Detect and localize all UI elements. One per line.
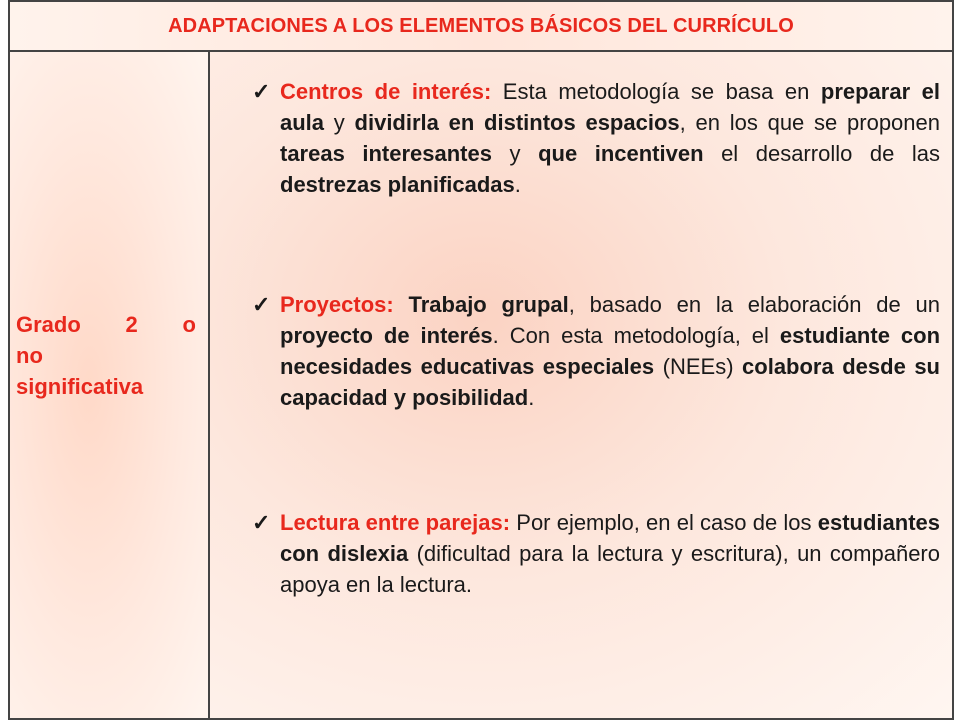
- header-title: ADAPTACIONES A LOS ELEMENTOS BÁSICOS DEL CURRÍCULO: [168, 14, 794, 37]
- item-text: .: [528, 385, 535, 410]
- item-text: .: [514, 172, 521, 197]
- item-text: [394, 292, 409, 317]
- list-item-lectura: [252, 507, 941, 600]
- grado-label: [16, 309, 196, 402]
- item-bold: estudiantes con dislexia: [280, 510, 941, 566]
- grado-word-3: o: [182, 312, 196, 337]
- item-bold: que incentiven: [538, 141, 704, 166]
- table-body: [10, 52, 952, 718]
- check-icon: ✓: [252, 510, 271, 535]
- item-bold: tareas interesantes: [280, 141, 492, 166]
- grado-line-3: significativa: [16, 374, 144, 399]
- item-text: y: [491, 141, 539, 166]
- item-bold: Trabajo grupal: [408, 292, 569, 317]
- item-text: , en los que se proponen: [679, 110, 940, 135]
- right-cell: [212, 52, 952, 718]
- item-text: el desarrollo de las: [703, 141, 940, 166]
- item-keyword: Lectura entre parejas:: [280, 510, 511, 535]
- list-item-centros: [252, 76, 940, 200]
- check-icon: ✓: [252, 79, 271, 104]
- item-bold: destrezas planificadas: [280, 172, 515, 197]
- item-keyword: Centros de interés:: [280, 79, 492, 104]
- curriculum-table: [8, 0, 954, 720]
- item-text: (dificultad para la lectura y escritura), un compañero apoya en la lectura.: [280, 541, 940, 597]
- table-header: [10, 2, 952, 52]
- item-bold: dividirla en distintos espacios: [354, 110, 680, 135]
- item-bold: colabora desde su capacidad y posibilidad: [280, 354, 940, 410]
- grado-line-2: no: [16, 343, 43, 368]
- item-text: Esta metodología se basa en: [491, 79, 821, 104]
- item-keyword: Proyectos:: [280, 292, 394, 317]
- grado-word-2: 2: [125, 312, 138, 337]
- grado-word-1: Grado: [16, 312, 81, 337]
- item-text: , basado en la elaboración de un: [568, 292, 940, 317]
- item-bold: estudiante con necesidades educativas especiales: [280, 323, 941, 379]
- item-bold: preparar el aula: [280, 79, 940, 135]
- check-icon: ✓: [252, 292, 271, 317]
- item-text: . Con esta metodología, el: [492, 323, 780, 348]
- item-text: (NEEs): [654, 354, 743, 379]
- item-text: y: [324, 110, 355, 135]
- item-text: Por ejemplo, en el caso de los: [510, 510, 818, 535]
- left-cell: [10, 52, 210, 718]
- item-bold: proyecto de interés: [280, 323, 493, 348]
- list-item-proyectos: [252, 289, 941, 413]
